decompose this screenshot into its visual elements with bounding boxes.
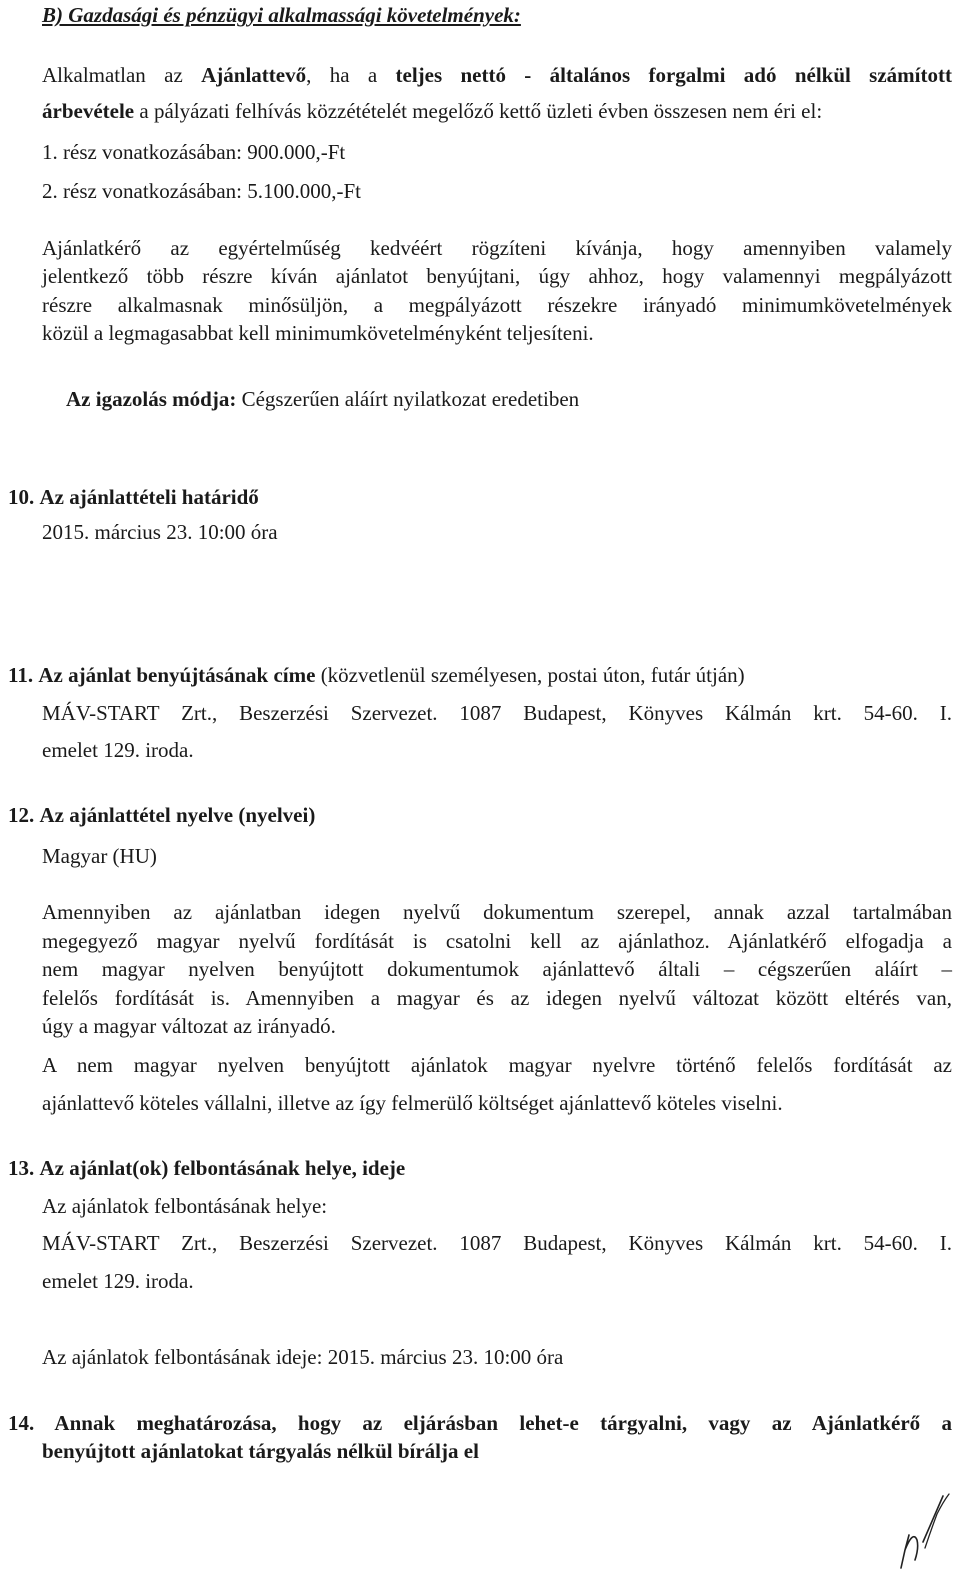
section-title: Az ajánlat(ok) felbontásának helye, ideje <box>39 1156 406 1180</box>
section-b-paragraph-line-2 <box>42 98 822 124</box>
section-13-time: Az ajánlatok felbontásának ideje: 2015. március 23. 10:00 óra <box>42 1345 564 1369</box>
section-11-heading <box>8 662 745 688</box>
section-b-item-2: 2. rész vonatkozásában: 5.100.000,-Ft <box>42 179 362 203</box>
section-12-heading <box>8 802 315 828</box>
section-13-address-line-1: MÁV-START Zrt., Beszerzési Szervezet. 1087 Budapest, Könyves Kálmán krt. 54-60. I. <box>42 1231 952 1255</box>
text-run-bold: Ajánlattevő <box>201 63 307 87</box>
section-b-p2-line-2: jelentkező több részre kíván ajánlatot benyújtani, úgy ahhoz, hogy valamennyi megpályázott <box>42 264 952 288</box>
section-12-p2-line-1: A nem magyar nyelven benyújtott ajánlatok magyar nyelvre történő felelős fordítását az <box>42 1053 952 1077</box>
proof-method <box>66 386 579 412</box>
section-number: 13. <box>8 1156 35 1180</box>
section-b-p2-line-3: részre alkalmasnak minősüljön, a megpályázott részekre irányadó minimumkövetelmények <box>42 293 952 317</box>
section-12-p1-line-5: úgy a magyar változat az irányadó. <box>42 1014 336 1038</box>
section-b-paragraph-line-1 <box>42 62 952 88</box>
section-b-item-1: 1. rész vonatkozásában: 900.000,-Ft <box>42 140 346 164</box>
text-run: Alkalmatlan az <box>42 63 202 87</box>
text-run: a pályázati felhívás közzétételét megelőző kettő üzleti évben összesen nem éri el: <box>134 99 823 123</box>
section-title: Az ajánlattétel nyelve (nyelvei) <box>39 803 316 827</box>
section-number: 10. <box>8 485 35 509</box>
section-b-heading: B) Gazdasági és pénzügyi alkalmassági követelmények: <box>42 3 521 27</box>
signature-initials <box>895 1490 955 1570</box>
section-12-p2-line-2: ajánlattevő köteles vállalni, illetve az így felmerülő költséget ajánlattevő köteles viselni. <box>42 1091 783 1115</box>
section-12-p1-line-4: felelős fordítását is. Amennyiben a magyar és az idegen nyelvű változat között eltérés van, <box>42 986 952 1010</box>
section-title: Az ajánlattételi határidő <box>39 485 259 509</box>
section-14-heading-line-2: benyújtott ajánlatokat tárgyalás nélkül bírálja el <box>42 1439 479 1463</box>
section-13-heading <box>8 1155 405 1181</box>
section-13-place-label: Az ajánlatok felbontásának helye: <box>42 1194 328 1218</box>
section-12-p1-line-2: megegyező magyar nyelvű fordítását is csatolni kell az ajánlathoz. Ajánlatkérő elfogadja a <box>42 929 952 953</box>
section-11-address-line-2: emelet 129. iroda. <box>42 738 194 762</box>
section-title: Az ajánlat benyújtásának címe <box>38 663 316 687</box>
proof-method-value: Cégszerűen aláírt nyilatkozat eredetiben <box>236 387 580 411</box>
section-number: 12. <box>8 803 35 827</box>
section-number: 11. <box>8 663 34 687</box>
text-run-bold: árbevétele <box>42 99 135 123</box>
section-13-address-line-2: emelet 129. iroda. <box>42 1269 194 1293</box>
section-10-heading <box>8 484 259 510</box>
section-title: Annak meghatározása, hogy az eljárásban lehet-e tárgyalni, vagy az Ajánlatkérő a <box>54 1411 953 1435</box>
text-run: , ha a <box>306 63 396 87</box>
section-14-heading-line-1 <box>8 1410 952 1436</box>
section-12-p1-line-1: Amennyiben az ajánlatban idegen nyelvű dokumentum szerepel, annak azzal tartalmában <box>42 900 952 924</box>
section-note: (közvetlenül személyesen, postai úton, futár útján) <box>315 663 745 687</box>
section-number: 14. <box>8 1411 35 1435</box>
proof-method-label: Az igazolás módja: <box>66 387 237 411</box>
section-12-language: Magyar (HU) <box>42 844 157 868</box>
section-10-value: 2015. március 23. 10:00 óra <box>42 520 278 544</box>
section-b-p2-line-4: közül a legmagasabbat kell minimumkövetelményként teljesíteni. <box>42 321 594 345</box>
text-run-bold: teljes nettó - általános forgalmi adó nélkül számított <box>395 63 952 87</box>
section-11-address-line-1: MÁV-START Zrt., Beszerzési Szervezet. 1087 Budapest, Könyves Kálmán krt. 54-60. I. <box>42 701 952 725</box>
section-12-p1-line-3: nem magyar nyelven benyújtott dokumentumok ajánlattevő általi – cégszerűen aláírt – <box>42 957 952 981</box>
section-b-p2-line-1: Ajánlatkérő az egyértelműség kedvéért rögzíteni kívánja, hogy amennyiben valamely <box>42 236 952 260</box>
